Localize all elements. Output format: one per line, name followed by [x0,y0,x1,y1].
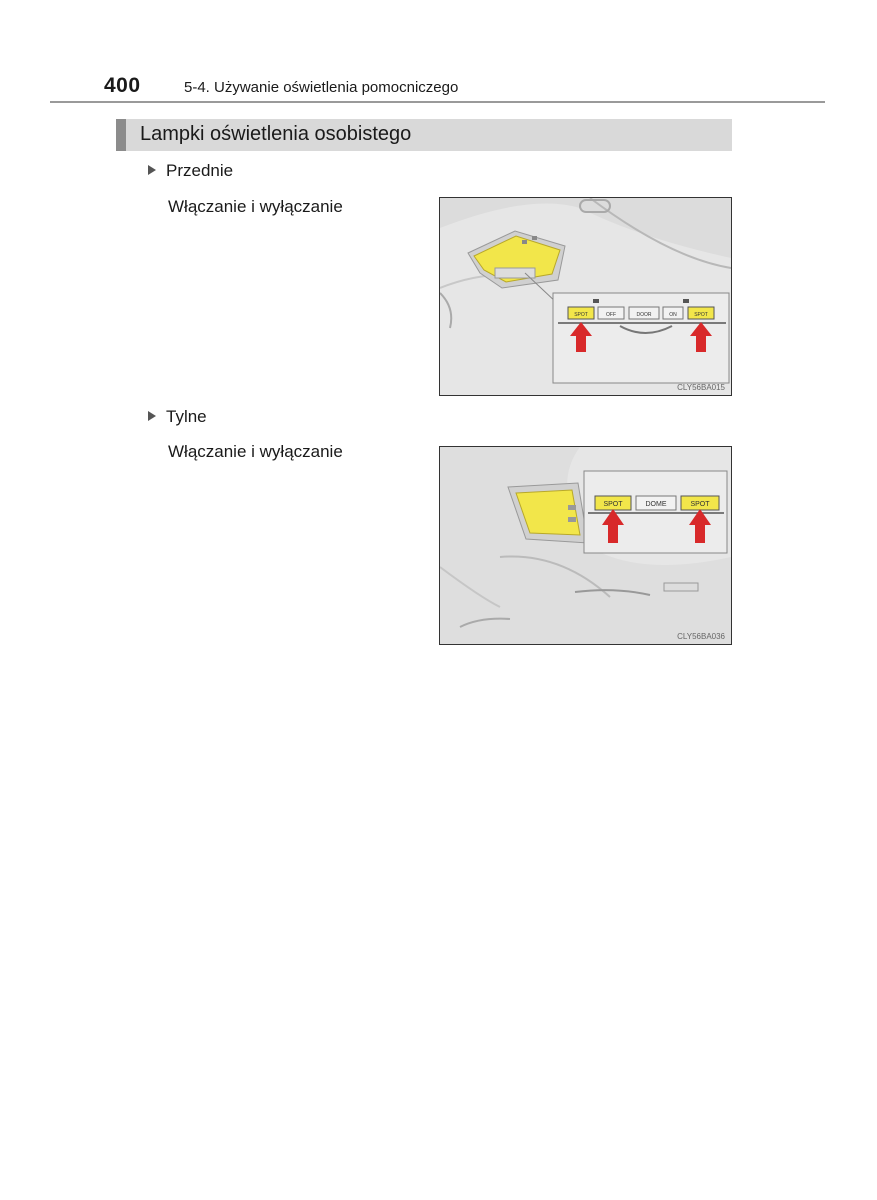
bullet-front-label: Przednie [166,161,234,180]
bullet-front [148,161,233,181]
bullet-rear-label: Tylne [166,407,207,426]
front-label-spot-left: SPOT [574,312,588,318]
rear-illustration [439,446,732,645]
rear-label-dome: DOME [645,501,667,508]
front-label-spot-right: SPOT [694,312,708,318]
front-label-door: DOOR [636,312,652,318]
bullet-triangle-icon [148,411,156,421]
front-figure-code: CLY56BA015 [677,383,725,392]
bullet-rear [148,407,207,427]
chapter-title: 5-4. Używanie oświetlenia pomocniczego [184,79,459,96]
page-number: 400 [104,74,141,97]
rear-description: Włączanie i wyłączanie [168,442,343,461]
rear-lamp-drawing [440,447,731,644]
section-title: Lampki oświetlenia osobistego [140,123,412,145]
rear-switch-callout [584,471,727,553]
rear-label-spot-left: SPOT [603,501,623,508]
section-heading-bar [116,119,732,151]
rear-figure-code: CLY56BA036 [677,632,725,641]
bullet-triangle-icon [148,165,156,175]
front-illustration [439,197,732,396]
front-label-off: OFF [606,312,616,318]
front-description: Włączanie i wyłączanie [168,197,343,216]
front-lamp-drawing [440,198,731,395]
rear-label-spot-right: SPOT [690,501,710,508]
header-rule [50,101,825,103]
front-label-on: ON [669,312,677,318]
